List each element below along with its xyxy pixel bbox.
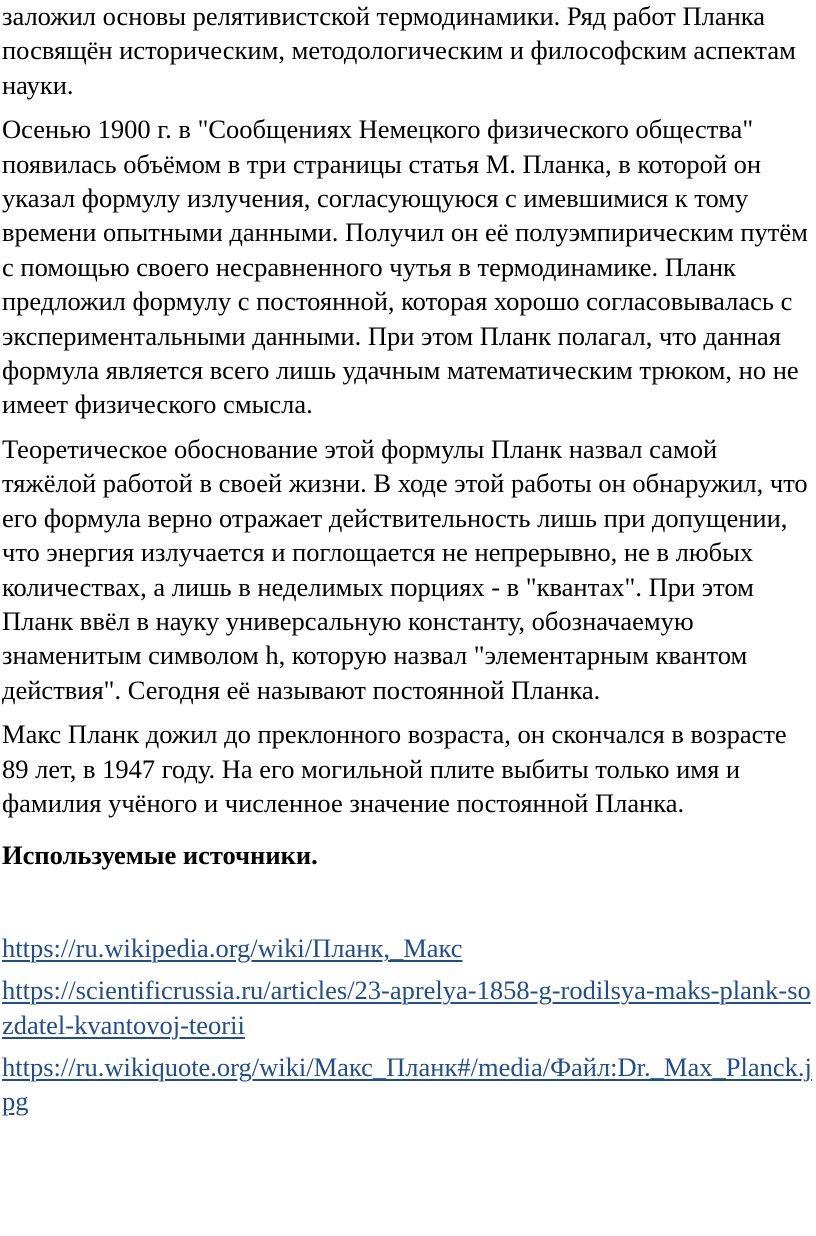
source-link-scientificrussia[interactable]: https://scientificrussia.ru/articles/23-aprelya-1858-g-rodilsya-maks-plank-sozdatel-kvantovoj-teorii [2, 975, 811, 1040]
paragraph-quantum-theory: Теоретическое обоснование этой формулы Планк назвал самой тяжёлой работой в своей жизни. В ходе этой работы он обнаружил, что его формула верно отражает действительность лишь при допущении, что энергия излучается и поглощается не непрерывно, не в любых количествах, а лишь в неделимых порциях - в "квантах". При этом Планк ввёл в науку универсальную константу, обозначаемую знаменитым символом h, которую назвал "элементарным квантом действия". Сегодня её называют постоянной Планка. [2, 433, 808, 705]
source-link-wikipedia[interactable]: https://ru.wikipedia.org/wiki/Планк,_Макс [2, 932, 463, 963]
source-link-wikiquote[interactable]: https://ru.wikiquote.org/wiki/Макс_Планк#/media/Файл:Dr._Max_Planck.jpg [2, 1051, 812, 1117]
paragraph-thermodynamics: заложил основы релятивистской термодинамики. Ряд работ Планка посвящён историческим, методологическим и философским аспектам науки. [2, 1, 796, 100]
paragraph-death: Макс Планк дожил до преклонного возраста, он скончался в возрасте 89 лет, в 1947 году. На его могильной плите выбиты только имя и фамилия учёного и численное значение постоянной Планка. [2, 719, 787, 818]
sources-heading: Используемые источники. [2, 840, 318, 871]
paragraph-radiation-formula: Осенью 1900 г. в "Сообщениях Немецкого физического общества" появилась объёмом в три страницы статья М. Планка, в которой он указал формулу излучения, согласующуюся с имевшимися к тому времени опытными данными. Получил он её полуэмпирическим путём с помощью своего несравненного чутья в термодинамике. Планк предложил формулу с постоянной, которая хорошо согласовывалась с экспериментальными данными. При этом Планк полагал, что данная формула является всего лишь удачным математическим трюком, но не имеет физического смысла. [2, 114, 808, 420]
